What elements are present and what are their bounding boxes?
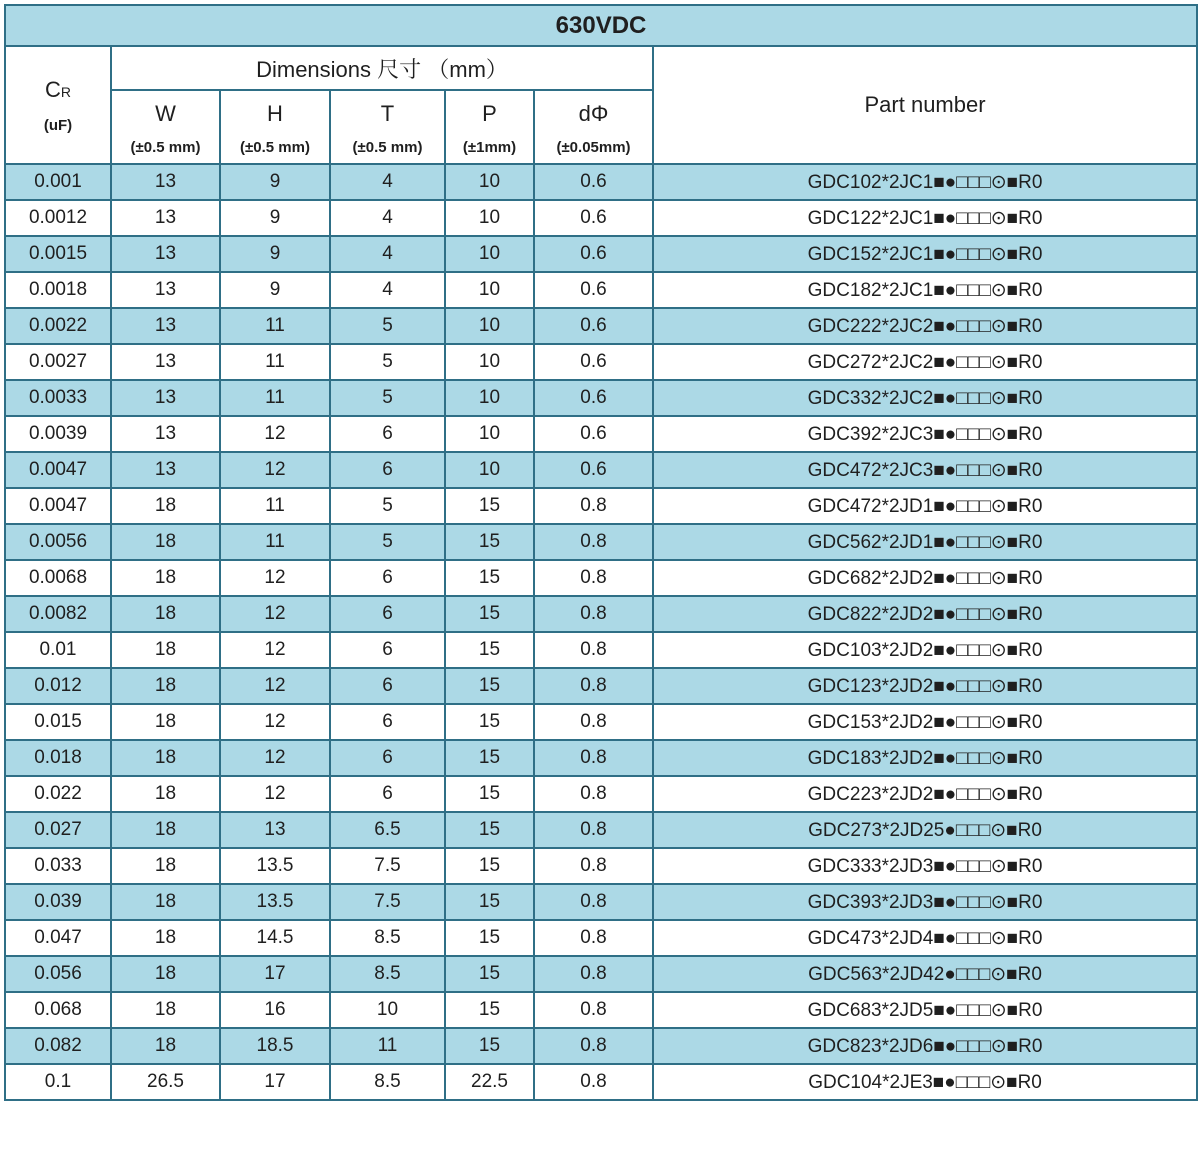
thickness-cell: 4 — [330, 272, 445, 308]
lead-diameter-cell: 0.8 — [534, 704, 653, 740]
height-cell: 11 — [220, 488, 330, 524]
pitch-cell: 10 — [445, 236, 534, 272]
pitch-cell: 15 — [445, 956, 534, 992]
table-row — [5, 452, 1197, 488]
thickness-cell: 8.5 — [330, 1064, 445, 1100]
lead-diameter-cell: 0.8 — [534, 992, 653, 1028]
thickness-cell: 10 — [330, 992, 445, 1028]
part-number-cell: GDC123*2JD2■●□□□⊙■R0 — [653, 668, 1197, 704]
capacitance-symbol: CR — [44, 76, 71, 102]
lead-diameter-cell: 0.6 — [534, 452, 653, 488]
height-cell: 18.5 — [220, 1028, 330, 1064]
height-cell: 12 — [220, 704, 330, 740]
width-cell: 13 — [111, 416, 220, 452]
pitch-cell: 15 — [445, 776, 534, 812]
thickness-cell: 4 — [330, 200, 445, 236]
table-row — [5, 920, 1197, 956]
capacitance-cell: 0.056 — [5, 956, 111, 992]
lead-diameter-cell: 0.8 — [534, 776, 653, 812]
table-title: 630VDC — [5, 5, 1197, 46]
capacitance-cell: 0.001 — [5, 164, 111, 200]
pitch-cell: 15 — [445, 992, 534, 1028]
table-body — [5, 164, 1197, 1100]
pitch-cell: 15 — [445, 668, 534, 704]
width-cell: 18 — [111, 776, 220, 812]
pitch-cell: 10 — [445, 380, 534, 416]
table-row — [5, 1028, 1197, 1064]
thickness-cell: 6 — [330, 668, 445, 704]
part-number-cell: GDC273*2JD25●□□□⊙■R0 — [653, 812, 1197, 848]
pitch-header: P (±1mm) — [445, 90, 534, 164]
height-cell: 13.5 — [220, 884, 330, 920]
thickness-cell: 5 — [330, 344, 445, 380]
width-cell: 18 — [111, 992, 220, 1028]
part-number-cell: GDC563*2JD42●□□□⊙■R0 — [653, 956, 1197, 992]
height-cell: 13.5 — [220, 848, 330, 884]
table-row — [5, 848, 1197, 884]
height-cell: 12 — [220, 596, 330, 632]
lead-diameter-cell: 0.8 — [534, 884, 653, 920]
part-number-cell: GDC562*2JD1■●□□□⊙■R0 — [653, 524, 1197, 560]
height-cell: 12 — [220, 452, 330, 488]
thickness-cell: 5 — [330, 524, 445, 560]
height-cell: 12 — [220, 416, 330, 452]
part-number-cell: GDC104*2JE3■●□□□⊙■R0 — [653, 1064, 1197, 1100]
width-cell: 18 — [111, 884, 220, 920]
capacitance-cell: 0.0068 — [5, 560, 111, 596]
thickness-cell: 6 — [330, 632, 445, 668]
height-cell: 9 — [220, 164, 330, 200]
lead-diameter-cell: 0.8 — [534, 740, 653, 776]
pitch-cell: 15 — [445, 488, 534, 524]
part-number-cell: GDC152*2JC1■●□□□⊙■R0 — [653, 236, 1197, 272]
capacitance-cell: 0.0047 — [5, 452, 111, 488]
height-cell: 11 — [220, 524, 330, 560]
width-cell: 13 — [111, 380, 220, 416]
width-cell: 18 — [111, 704, 220, 740]
table-row — [5, 272, 1197, 308]
lead-diameter-cell: 0.8 — [534, 560, 653, 596]
height-cell: 12 — [220, 632, 330, 668]
thickness-cell: 11 — [330, 1028, 445, 1064]
height-cell: 9 — [220, 200, 330, 236]
thickness-cell: 7.5 — [330, 884, 445, 920]
part-number-cell: GDC153*2JD2■●□□□⊙■R0 — [653, 704, 1197, 740]
part-number-cell: GDC332*2JC2■●□□□⊙■R0 — [653, 380, 1197, 416]
capacitance-unit: (uF) — [43, 116, 73, 134]
height-cell: 17 — [220, 956, 330, 992]
height-cell: 16 — [220, 992, 330, 1028]
part-number-cell: GDC122*2JC1■●□□□⊙■R0 — [653, 200, 1197, 236]
table-row — [5, 956, 1197, 992]
height-cell: 14.5 — [220, 920, 330, 956]
lead-diameter-cell: 0.8 — [534, 596, 653, 632]
pitch-cell: 10 — [445, 308, 534, 344]
capacitance-cell: 0.012 — [5, 668, 111, 704]
width-cell: 18 — [111, 524, 220, 560]
lead-diameter-cell: 0.8 — [534, 524, 653, 560]
pitch-cell: 10 — [445, 452, 534, 488]
pitch-cell: 15 — [445, 704, 534, 740]
height-cell: 12 — [220, 560, 330, 596]
part-number-cell: GDC472*2JC3■●□□□⊙■R0 — [653, 452, 1197, 488]
part-number-cell: GDC183*2JD2■●□□□⊙■R0 — [653, 740, 1197, 776]
table-row — [5, 236, 1197, 272]
table-row — [5, 344, 1197, 380]
lead-diameter-header: dΦ (±0.05mm) — [534, 90, 653, 164]
part-number-cell: GDC182*2JC1■●□□□⊙■R0 — [653, 272, 1197, 308]
capacitance-cell: 0.0047 — [5, 488, 111, 524]
lead-diameter-cell: 0.8 — [534, 956, 653, 992]
thickness-cell: 6 — [330, 596, 445, 632]
lead-diameter-cell: 0.6 — [534, 200, 653, 236]
height-cell: 11 — [220, 344, 330, 380]
lead-diameter-cell: 0.6 — [534, 344, 653, 380]
spec-table-container — [4, 4, 1196, 1101]
width-cell: 18 — [111, 632, 220, 668]
lead-diameter-cell: 0.6 — [534, 236, 653, 272]
part-number-cell: GDC333*2JD3■●□□□⊙■R0 — [653, 848, 1197, 884]
table-row — [5, 560, 1197, 596]
capacitance-cell: 0.01 — [5, 632, 111, 668]
thickness-cell: 5 — [330, 308, 445, 344]
capacitance-cell: 0.047 — [5, 920, 111, 956]
lead-diameter-cell: 0.6 — [534, 164, 653, 200]
capacitance-cell: 0.0082 — [5, 596, 111, 632]
thickness-cell: 8.5 — [330, 920, 445, 956]
part-number-cell: GDC822*2JD2■●□□□⊙■R0 — [653, 596, 1197, 632]
capacitance-cell: 0.027 — [5, 812, 111, 848]
capacitance-cell: 0.0015 — [5, 236, 111, 272]
width-cell: 18 — [111, 1028, 220, 1064]
pitch-cell: 10 — [445, 344, 534, 380]
pitch-cell: 10 — [445, 200, 534, 236]
table-row — [5, 992, 1197, 1028]
table-row — [5, 776, 1197, 812]
thickness-cell: 6 — [330, 776, 445, 812]
thickness-cell: 8.5 — [330, 956, 445, 992]
pitch-cell: 15 — [445, 884, 534, 920]
lead-diameter-cell: 0.8 — [534, 488, 653, 524]
pitch-cell: 15 — [445, 632, 534, 668]
pitch-cell: 15 — [445, 560, 534, 596]
pitch-cell: 10 — [445, 416, 534, 452]
part-number-cell: GDC222*2JC2■●□□□⊙■R0 — [653, 308, 1197, 344]
height-cell: 12 — [220, 668, 330, 704]
width-cell: 18 — [111, 596, 220, 632]
part-number-cell: GDC393*2JD3■●□□□⊙■R0 — [653, 884, 1197, 920]
capacitor-spec-table — [4, 4, 1198, 1101]
capacitance-cell: 0.018 — [5, 740, 111, 776]
capacitance-cell: 0.022 — [5, 776, 111, 812]
height-cell: 17 — [220, 1064, 330, 1100]
lead-diameter-cell: 0.6 — [534, 380, 653, 416]
table-row — [5, 596, 1197, 632]
width-cell: 13 — [111, 344, 220, 380]
table-row — [5, 308, 1197, 344]
part-number-cell: GDC823*2JD6■●□□□⊙■R0 — [653, 1028, 1197, 1064]
pitch-cell: 15 — [445, 812, 534, 848]
width-cell: 13 — [111, 236, 220, 272]
width-cell: 26.5 — [111, 1064, 220, 1100]
pitch-cell: 15 — [445, 920, 534, 956]
height-cell: 12 — [220, 740, 330, 776]
width-cell: 18 — [111, 668, 220, 704]
height-cell: 12 — [220, 776, 330, 812]
lead-diameter-cell: 0.8 — [534, 632, 653, 668]
table-row — [5, 740, 1197, 776]
width-cell: 18 — [111, 956, 220, 992]
lead-diameter-cell: 0.6 — [534, 272, 653, 308]
thickness-cell: 7.5 — [330, 848, 445, 884]
table-row — [5, 704, 1197, 740]
table-row — [5, 380, 1197, 416]
capacitance-cell: 0.068 — [5, 992, 111, 1028]
width-cell: 13 — [111, 308, 220, 344]
height-cell: 9 — [220, 272, 330, 308]
table-row — [5, 632, 1197, 668]
table-row — [5, 164, 1197, 200]
part-number-cell: GDC103*2JD2■●□□□⊙■R0 — [653, 632, 1197, 668]
pitch-cell: 15 — [445, 524, 534, 560]
width-header: W (±0.5 mm) — [111, 90, 220, 164]
lead-diameter-cell: 0.8 — [534, 920, 653, 956]
lead-diameter-cell: 0.8 — [534, 812, 653, 848]
part-number-cell: GDC473*2JD4■●□□□⊙■R0 — [653, 920, 1197, 956]
pitch-cell: 15 — [445, 740, 534, 776]
table-row — [5, 668, 1197, 704]
height-cell: 11 — [220, 380, 330, 416]
capacitance-cell: 0.0018 — [5, 272, 111, 308]
pitch-cell: 10 — [445, 164, 534, 200]
capacitance-cell: 0.039 — [5, 884, 111, 920]
thickness-cell: 6.5 — [330, 812, 445, 848]
pitch-cell: 15 — [445, 1028, 534, 1064]
capacitance-cell: 0.082 — [5, 1028, 111, 1064]
part-number-cell: GDC102*2JC1■●□□□⊙■R0 — [653, 164, 1197, 200]
lead-diameter-cell: 0.6 — [534, 416, 653, 452]
part-number-cell: GDC682*2JD2■●□□□⊙■R0 — [653, 560, 1197, 596]
capacitance-cell: 0.015 — [5, 704, 111, 740]
width-cell: 18 — [111, 488, 220, 524]
table-row — [5, 488, 1197, 524]
thickness-header: T (±0.5 mm) — [330, 90, 445, 164]
height-header: H (±0.5 mm) — [220, 90, 330, 164]
capacitance-cell: 0.1 — [5, 1064, 111, 1100]
table-row — [5, 416, 1197, 452]
thickness-cell: 5 — [330, 380, 445, 416]
height-cell: 9 — [220, 236, 330, 272]
pitch-cell: 15 — [445, 848, 534, 884]
thickness-cell: 6 — [330, 704, 445, 740]
thickness-cell: 6 — [330, 452, 445, 488]
thickness-cell: 6 — [330, 416, 445, 452]
thickness-cell: 4 — [330, 164, 445, 200]
thickness-cell: 5 — [330, 488, 445, 524]
width-cell: 18 — [111, 560, 220, 596]
lead-diameter-cell: 0.8 — [534, 668, 653, 704]
capacitance-cell: 0.0022 — [5, 308, 111, 344]
table-row — [5, 200, 1197, 236]
capacitance-cell: 0.0027 — [5, 344, 111, 380]
height-cell: 11 — [220, 308, 330, 344]
thickness-cell: 4 — [330, 236, 445, 272]
pitch-cell: 22.5 — [445, 1064, 534, 1100]
height-cell: 13 — [220, 812, 330, 848]
pitch-cell: 15 — [445, 596, 534, 632]
width-cell: 13 — [111, 452, 220, 488]
capacitance-cell: 0.0033 — [5, 380, 111, 416]
pitch-cell: 10 — [445, 272, 534, 308]
part-number-cell: GDC392*2JC3■●□□□⊙■R0 — [653, 416, 1197, 452]
table-row — [5, 1064, 1197, 1100]
lead-diameter-cell: 0.8 — [534, 1028, 653, 1064]
dimensions-header: Dimensions 尺寸 （mm） — [111, 46, 653, 90]
width-cell: 13 — [111, 272, 220, 308]
lead-diameter-cell: 0.6 — [534, 308, 653, 344]
capacitance-cell: 0.033 — [5, 848, 111, 884]
part-number-cell: GDC472*2JD1■●□□□⊙■R0 — [653, 488, 1197, 524]
lead-diameter-cell: 0.8 — [534, 848, 653, 884]
width-cell: 13 — [111, 164, 220, 200]
width-cell: 13 — [111, 200, 220, 236]
table-row — [5, 524, 1197, 560]
part-number-cell: GDC683*2JD5■●□□□⊙■R0 — [653, 992, 1197, 1028]
table-row — [5, 812, 1197, 848]
table-row — [5, 884, 1197, 920]
part-number-cell: GDC223*2JD2■●□□□⊙■R0 — [653, 776, 1197, 812]
capacitance-cell: 0.0039 — [5, 416, 111, 452]
capacitance-cell: 0.0012 — [5, 200, 111, 236]
part-number-cell: GDC272*2JC2■●□□□⊙■R0 — [653, 344, 1197, 380]
width-cell: 18 — [111, 848, 220, 884]
capacitance-header — [5, 46, 111, 164]
part-number-header: Part number — [653, 46, 1197, 164]
width-cell: 18 — [111, 740, 220, 776]
capacitance-cell: 0.0056 — [5, 524, 111, 560]
thickness-cell: 6 — [330, 740, 445, 776]
thickness-cell: 6 — [330, 560, 445, 596]
lead-diameter-cell: 0.8 — [534, 1064, 653, 1100]
width-cell: 18 — [111, 812, 220, 848]
width-cell: 18 — [111, 920, 220, 956]
